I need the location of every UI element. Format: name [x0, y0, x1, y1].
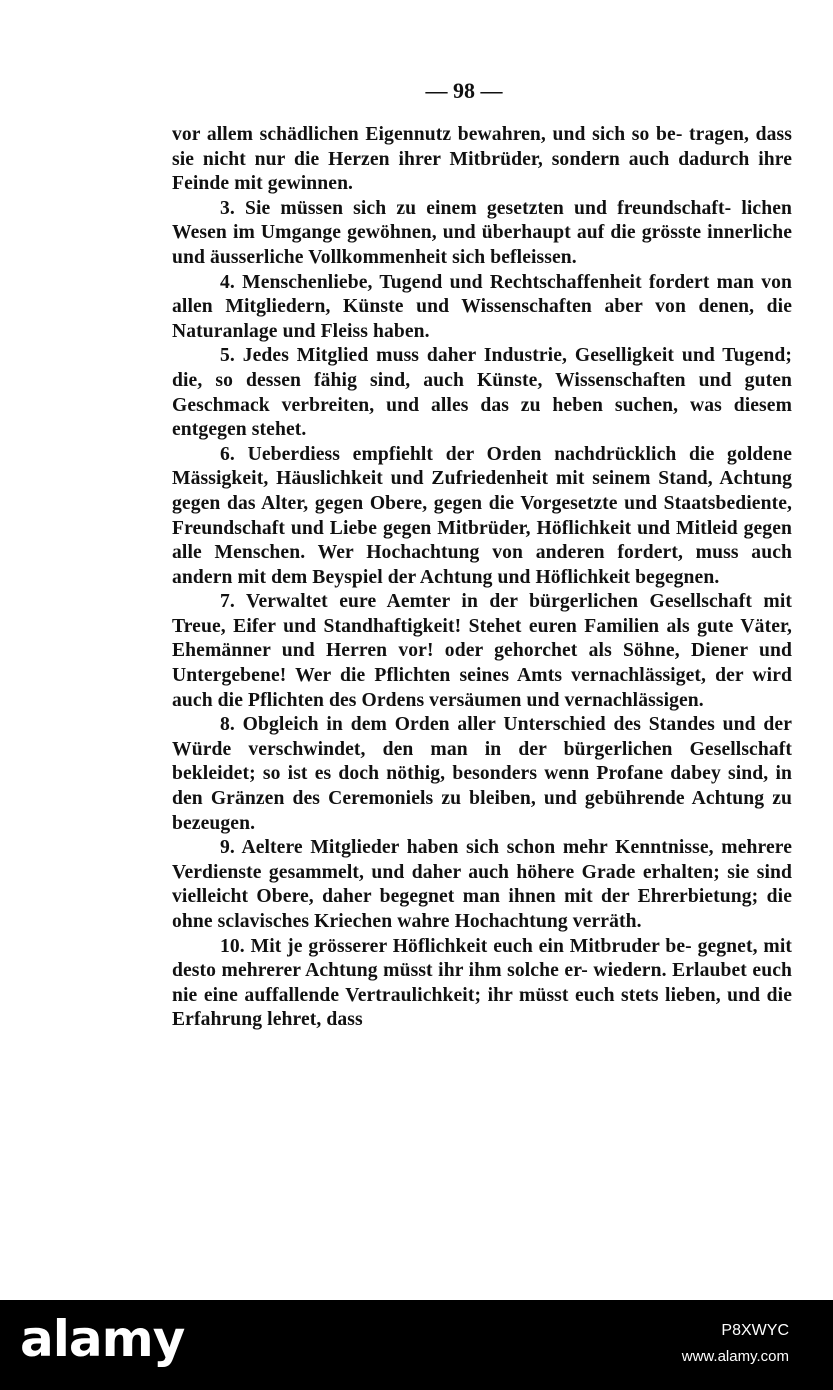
page-number: — 98 — — [425, 78, 503, 103]
watermark-banner — [0, 1300, 833, 1390]
paragraph-3: 3. Sie müssen sich zu einem gesetzten und freundschaft- lichen Wesen im Umgange gewöhnen, und überhaupt auf die grösste innerliche und äusserliche Vollkommenheit sich befleissen. — [172, 197, 792, 268]
paragraph-7: 7. Verwaltet eure Aemter in der bürgerlichen Gesellschaft mit Treue, Eifer und Standhaftigkeit! Stehet euren Familien als gute Väter, Ehemänner und Herren vor! oder gehorchet als Söhne, Diener und Untergebene! Wer die Pflichten seines Amts vernachlässiget, der wird auch die Pflichten des Ordens versäumen und vernachlässigen. — [172, 591, 792, 711]
site-url: www.alamy.com — [681, 1348, 789, 1365]
paragraph-4: 4. Menschenliebe, Tugend und Rechtschaffenheit fordert man von allen Mitgliedern, Künste und Wissenschaften aber von denen, die Naturanlage und Fleiss haben. — [172, 271, 792, 342]
paragraph-continuation: vor allem schädlichen Eigennutz bewahren, und sich so be- tragen, dass sie nicht nur die Herzen ihrer Mitbrüder, sondern auch dadurch ihre Feinde mit gewinnen. — [172, 124, 792, 195]
paragraph-8: 8. Obgleich in dem Orden aller Unterschied des Standes und der Würde verschwindet, den man in der bürgerlichen Gesellschaft bekleidet; so ist es doch nöthig, besonders wenn Profane dabey sind, in den Gränzen des Ceremoniels zu bleiben, und gebührende Achtung zu bezeugen. — [172, 714, 792, 834]
paragraph-10: 10. Mit je grösserer Höflichkeit euch ein Mitbruder be- gegnet, mit desto mehrerer Achtung müsst ihr ihm solche er- wiedern. Erlaubet euch nie eine auffallende Vertraulichkeit; ihr müsst euch stets lieben, und die Erfahrung lehret, dass — [172, 935, 792, 1031]
paragraph-6: 6. Ueberdiess empfiehlt der Orden nachdrücklich die goldene Mässigkeit, Häuslichkeit und Zufriedenheit mit seinem Stand, Achtung gegen das Alter, gegen Obere, gegen die Vorgesetzte und Staatsbediente, Freundschaft und Liebe gegen Mitbrüder, Höflichkeit und Mitleid gegen alle Menschen. Wer Hochachtung von anderen fordert, muss auch andern mit dem Beyspiel der Achtung und Höflichkeit begegnen. — [172, 443, 792, 588]
body-text — [172, 123, 792, 1033]
paragraph-5: 5. Jedes Mitglied muss daher Industrie, Geselligkeit und Tugend; die, so dessen fähig sind, auch Künste, Wissenschaften und guten Geschmack verbreiten, und alles das zu heben suchen, was diesem entgegen stehet. — [172, 345, 792, 441]
image-id: P8XWYC — [721, 1322, 789, 1339]
alamy-logo: alamy — [20, 1310, 185, 1368]
paragraph-9: 9. Aeltere Mitglieder haben sich schon mehr Kenntnisse, mehrere Verdienste gesammelt, und daher auch höhere Grade erhalten; sie sind vielleicht Obere, daher begegnet man ihnen mit der Ehrerbietung; die ohne sclavisches Kriechen wahre Hochachtung verräth. — [172, 837, 792, 932]
